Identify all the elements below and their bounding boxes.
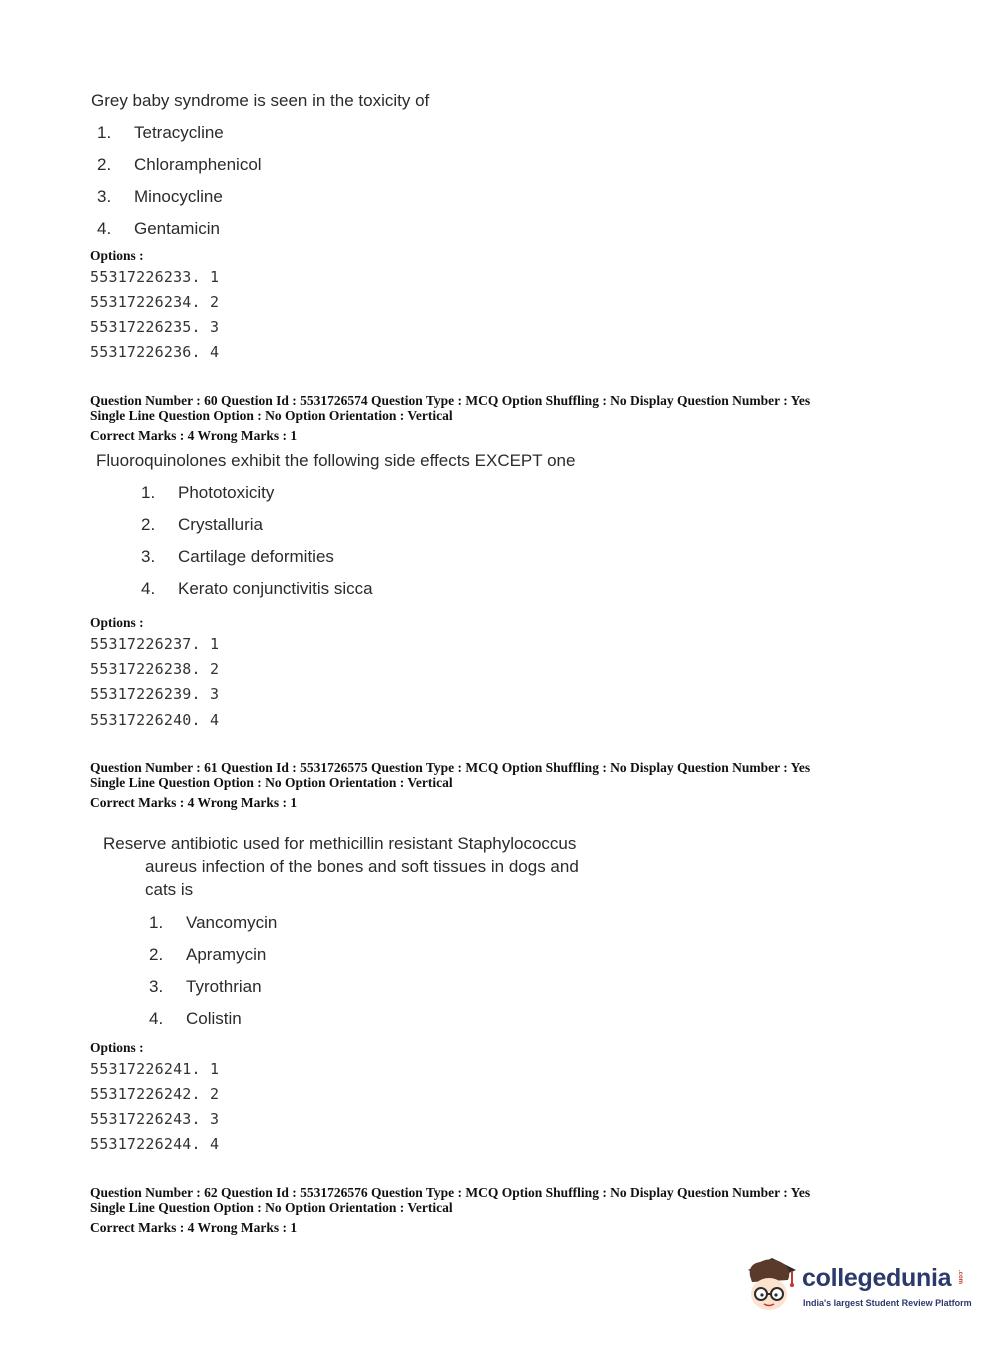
question-59-text: Grey baby syndrome is seen in the toxicity of	[91, 91, 430, 110]
question-60-meta-line-1: Question Number : 60 Question Id : 5531726574 Question Type : MCQ Option Shuffling : No Display Question Number : Yes	[90, 393, 811, 408]
question-60-option-1: 1. Phototoxicity	[141, 483, 275, 502]
collegedunia-logo	[742, 1250, 972, 1320]
option-id: 55317226241. 1	[90, 1060, 220, 1078]
question-59-option-1: 1. Tetracycline	[97, 123, 224, 142]
option-id: 55317226240. 4	[90, 711, 220, 729]
logo-tagline: India's largest Student Review Platform	[803, 1298, 972, 1308]
question-60-option-4: 4. Kerato conjunctivitis sicca	[141, 579, 373, 598]
option-id: 55317226234. 2	[90, 293, 220, 311]
question-61-text-line-1: Reserve antibiotic used for methicillin resistant Staphylococcus	[103, 834, 577, 853]
question-61-text-line-3: cats is	[145, 880, 194, 899]
option-id: 55317226238. 2	[90, 660, 220, 678]
question-61-option-2: 2. Apramycin	[149, 945, 267, 964]
question-60-option-2: 2. Crystalluria	[141, 515, 264, 534]
question-60-marks: Correct Marks : 4 Wrong Marks : 1	[90, 428, 298, 443]
question-61-option-1: 1. Vancomycin	[149, 913, 278, 932]
question-61-text-line-2: aureus infection of the bones and soft tissues in dogs and	[145, 857, 579, 876]
option-id: 55317226242. 2	[90, 1085, 220, 1103]
question-59-option-3: 3. Minocycline	[97, 187, 223, 206]
mascot-icon	[742, 1250, 800, 1316]
logo-com: .com	[957, 1270, 963, 1285]
question-59-option-2: 2. Chloramphenicol	[97, 155, 262, 174]
question-60-option-3: 3. Cartilage deformities	[141, 547, 334, 566]
question-61-option-4: 4. Colistin	[149, 1009, 242, 1028]
option-id: 55317226233. 1	[90, 268, 220, 286]
question-62-meta-line-2: Single Line Question Option : No Option Orientation : Vertical	[90, 1200, 453, 1215]
option-id: 55317226236. 4	[90, 343, 220, 361]
options-heading: Options :	[90, 248, 144, 263]
question-60-text: Fluoroquinolones exhibit the following side effects EXCEPT one	[96, 451, 576, 470]
question-61-meta-line-2: Single Line Question Option : No Option Orientation : Vertical	[90, 775, 453, 790]
option-id: 55317226235. 3	[90, 318, 220, 336]
question-62-meta-line-1: Question Number : 62 Question Id : 5531726576 Question Type : MCQ Option Shuffling : No Display Question Number : Yes	[90, 1185, 811, 1200]
option-id: 55317226243. 3	[90, 1110, 220, 1128]
question-62-marks: Correct Marks : 4 Wrong Marks : 1	[90, 1220, 298, 1235]
logo-wordmark: collegedunia	[802, 1264, 952, 1292]
options-heading: Options :	[90, 615, 144, 630]
question-59-option-4: 4. Gentamicin	[97, 219, 220, 238]
question-61-meta-line-1: Question Number : 61 Question Id : 5531726575 Question Type : MCQ Option Shuffling : No Display Question Number : Yes	[90, 760, 811, 775]
option-id: 55317226237. 1	[90, 635, 220, 653]
option-id: 55317226239. 3	[90, 685, 220, 703]
options-heading: Options :	[90, 1040, 144, 1055]
question-61-option-3: 3. Tyrothrian	[149, 977, 262, 996]
option-id: 55317226244. 4	[90, 1135, 220, 1153]
question-61-marks: Correct Marks : 4 Wrong Marks : 1	[90, 795, 298, 810]
question-60-meta-line-2: Single Line Question Option : No Option Orientation : Vertical	[90, 408, 453, 423]
